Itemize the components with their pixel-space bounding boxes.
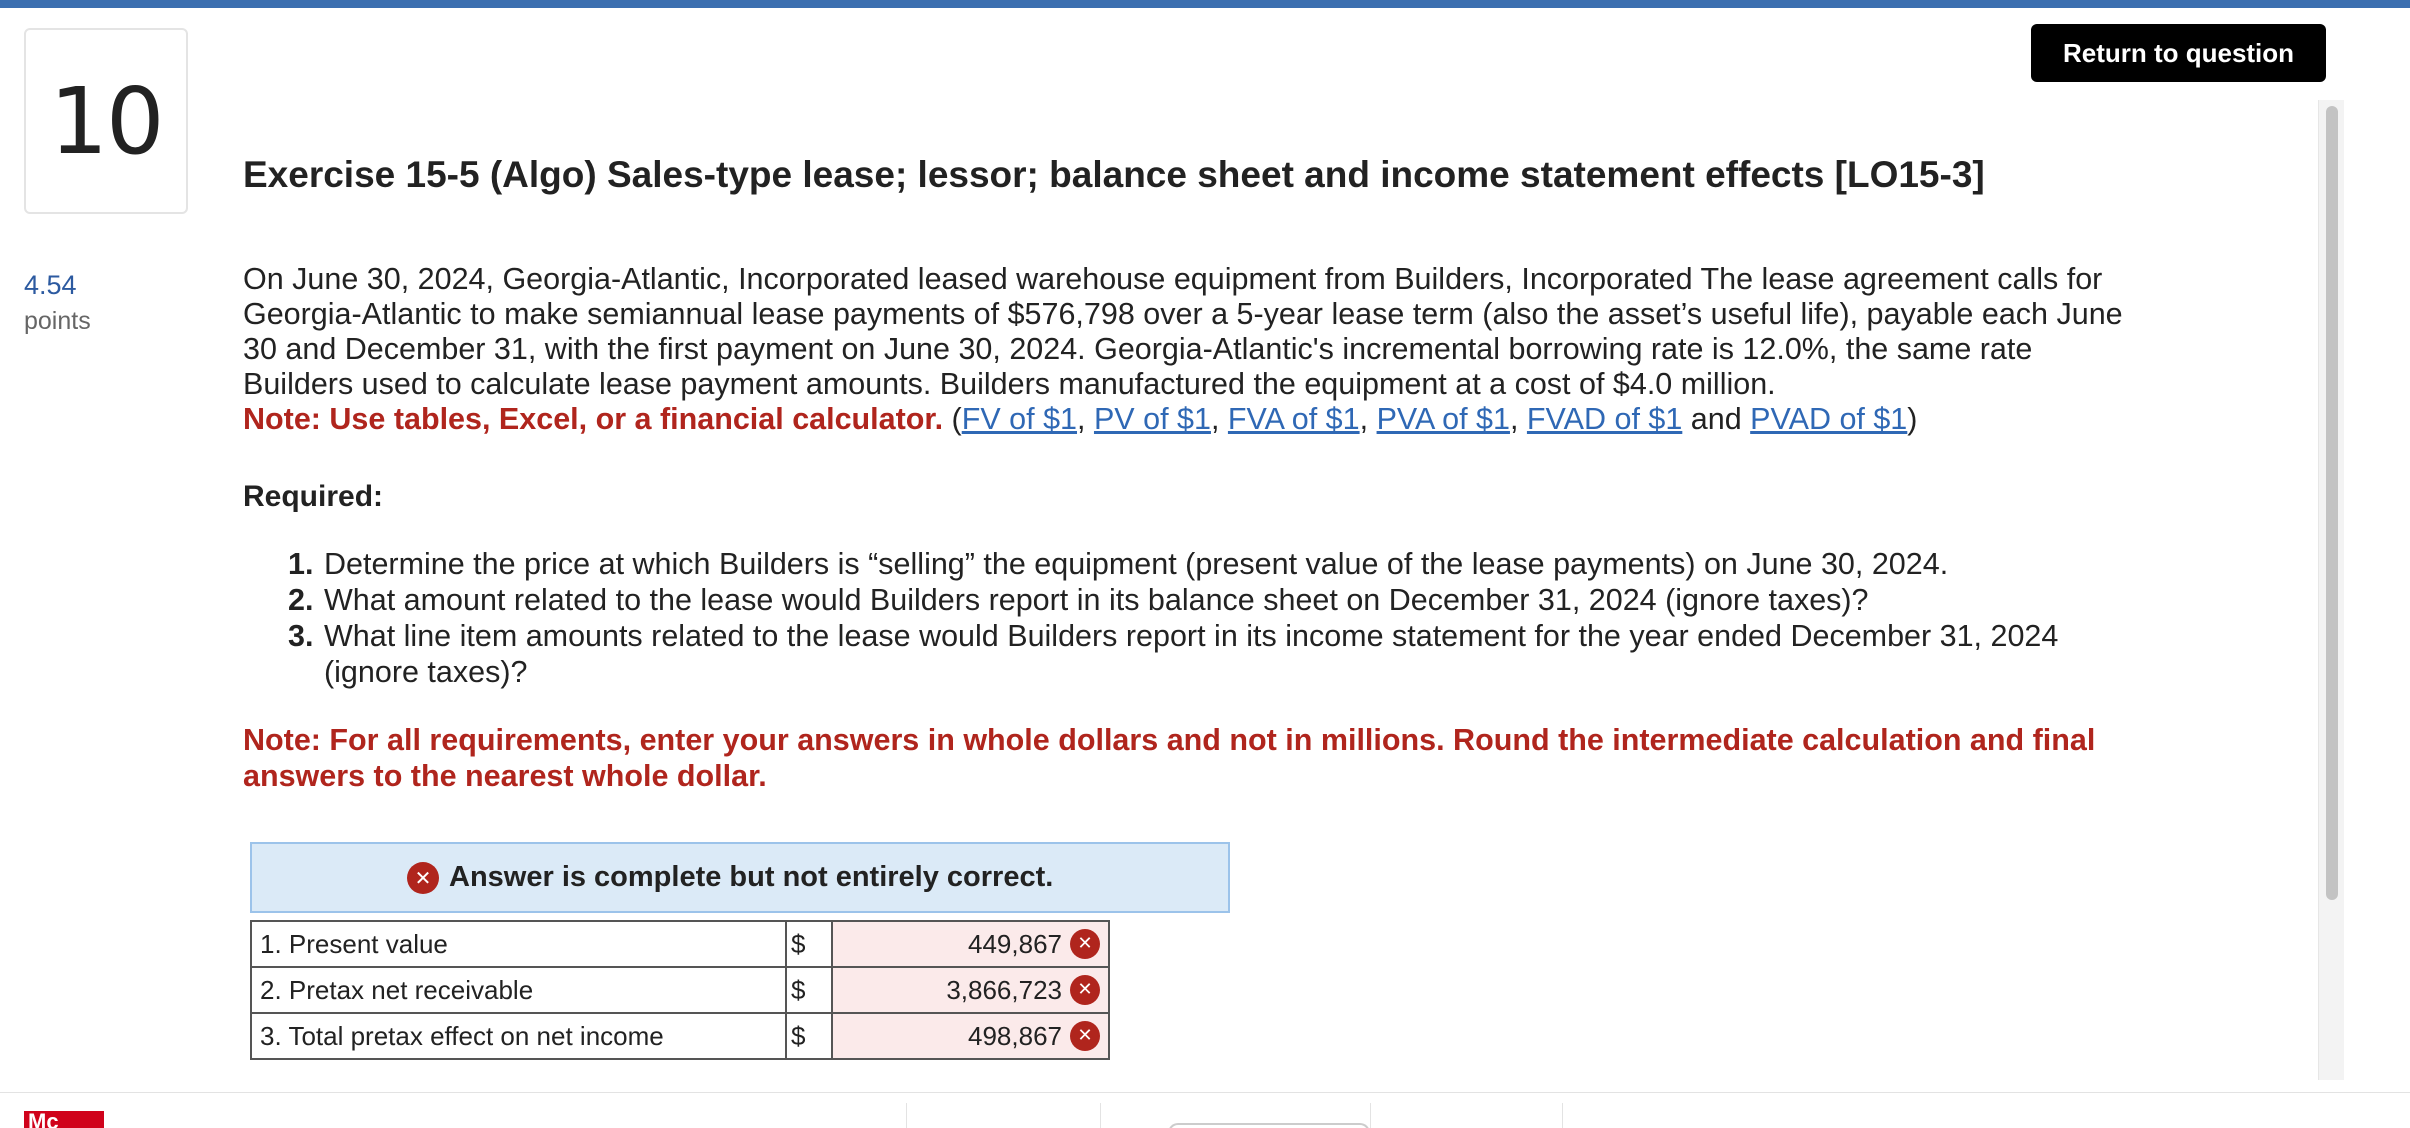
top-accent-bar: [0, 0, 2410, 8]
points-label: points: [24, 307, 91, 335]
requirement-item: [288, 582, 2148, 618]
intro-text: On June 30, 2024, Georgia-Atlantic, Incorporated leased warehouse equipment from Builders, Incorporated The lease agreement calls for Georgia-Atlantic to make semiannual lease payments of $576,798 over a 5-year lease term (also the asset’s useful life), payable each June 30 and December 31, with the first payment on June 30, 2024. Georgia-Atlantic's incremental borrowing rate is 12.0%, the same rate Builders used to calculate lease payment amounts. Builders manufactured the equipment at a cost of $4.0 million.: [243, 262, 2123, 401]
link-fva-of-1[interactable]: FVA of $1: [1227, 402, 1360, 436]
table-row: [251, 967, 1109, 1013]
answer-value: 3,866,723: [946, 974, 1062, 1005]
toolbar-divider: [906, 1103, 907, 1128]
question-number: 10: [49, 67, 163, 175]
required-label: Required:: [243, 480, 384, 513]
requirement-number: 1.: [288, 547, 314, 581]
toolbar-tab-handle[interactable]: [1168, 1123, 1370, 1128]
requirement-text: What amount related to the lease would Builders report in its balance sheet on December 31, 2024 (ignore taxes)?: [324, 583, 1869, 617]
incorrect-icon: ✕: [1070, 975, 1100, 1005]
exercise-title: Exercise 15-5 (Algo) Sales-type lease; lessor; balance sheet and income statement effects [LO15-3]: [243, 154, 1985, 195]
requirement-item: [288, 546, 2148, 582]
table-row: [251, 921, 1109, 967]
currency-symbol: $: [786, 1013, 832, 1059]
answer-value-cell[interactable]: [832, 967, 1109, 1013]
logo-text: Mc: [28, 1111, 59, 1128]
points-info: [24, 270, 91, 336]
link-pv-of-1[interactable]: PV of $1: [1093, 402, 1211, 436]
requirement-item: [288, 618, 2148, 690]
requirements-list: [288, 546, 2148, 690]
answer-status-text: Answer is complete but not entirely correct.: [449, 861, 1054, 893]
note-final: Note: For all requirements, enter your answers in whole dollars and not in millions. Round the intermediate calculation and final answers to the nearest whole dollar.: [243, 723, 2096, 793]
publisher-logo: [24, 1111, 104, 1128]
exercise-intro: On June 30, 2024, Georgia-Atlantic, Incorporated leased warehouse equipment from Builders, Incorporated The lease agreement calls for Georgia-Atlantic to make semiannual lease payments of $576,798 over a 5-year lease term (also the asset’s useful life), payable each June 30 and December 31, with the first payment on June 30, 2024. Georgia-Atlantic's incremental borrowing rate is 12.0%, the same rate Builders used to calculate lease payment amounts. Builders manufactured the equipment at a cost of $4.0 million. Note: Use tables, Excel, or a financial calculator. (FV of $1, PV of $1, FVA of $1, PVA of $1, FVAD of $1 and PVAD of $1): [243, 262, 2123, 436]
link-fv-of-1[interactable]: FV of $1: [961, 402, 1078, 436]
incorrect-icon: ✕: [1070, 929, 1100, 959]
scrollbar-thumb[interactable]: [2326, 106, 2338, 900]
note-tables: Note: Use tables, Excel, or a financial calculator.: [243, 402, 944, 436]
table-row: [251, 1013, 1109, 1059]
currency-symbol: $: [786, 921, 832, 967]
toolbar-divider: [1562, 1103, 1563, 1128]
row-label: 3. Total pretax effect on net income: [251, 1013, 786, 1059]
toolbar-divider: [1100, 1103, 1101, 1128]
incorrect-icon: ✕: [407, 862, 439, 894]
requirement-number: 3.: [288, 619, 314, 653]
link-fvad-of-1[interactable]: FVAD of $1: [1526, 402, 1683, 436]
links-and: and: [1690, 402, 1742, 436]
answer-status-banner: [250, 842, 1230, 913]
row-label: 2. Pretax net receivable: [251, 967, 786, 1013]
incorrect-icon: ✕: [1070, 1021, 1100, 1051]
link-pvad-of-1[interactable]: PVAD of $1: [1750, 402, 1908, 436]
return-to-question-button[interactable]: Return to question: [2031, 24, 2326, 82]
question-number-box: [24, 28, 188, 214]
answer-value: 498,867: [968, 1020, 1062, 1051]
answer-value: 449,867: [968, 928, 1062, 959]
row-label: 1. Present value: [251, 921, 786, 967]
answer-value-cell[interactable]: [832, 1013, 1109, 1059]
points-value: 4.54: [24, 270, 77, 300]
link-pva-of-1[interactable]: PVA of $1: [1376, 402, 1510, 436]
requirement-text: Determine the price at which Builders is “selling” the equipment (present value of the lease payments) on June 30, 2024.: [324, 547, 1949, 581]
currency-symbol: $: [786, 967, 832, 1013]
toolbar-divider: [1370, 1103, 1371, 1128]
answer-value-cell[interactable]: [832, 921, 1109, 967]
requirement-number: 2.: [288, 583, 314, 617]
requirement-text: What line item amounts related to the lease would Builders report in its income statement for the year ended December 31, 2024 (ignore taxes)?: [324, 619, 2059, 689]
answer-table: [250, 920, 1110, 1060]
bottom-toolbar: [0, 1092, 2410, 1128]
